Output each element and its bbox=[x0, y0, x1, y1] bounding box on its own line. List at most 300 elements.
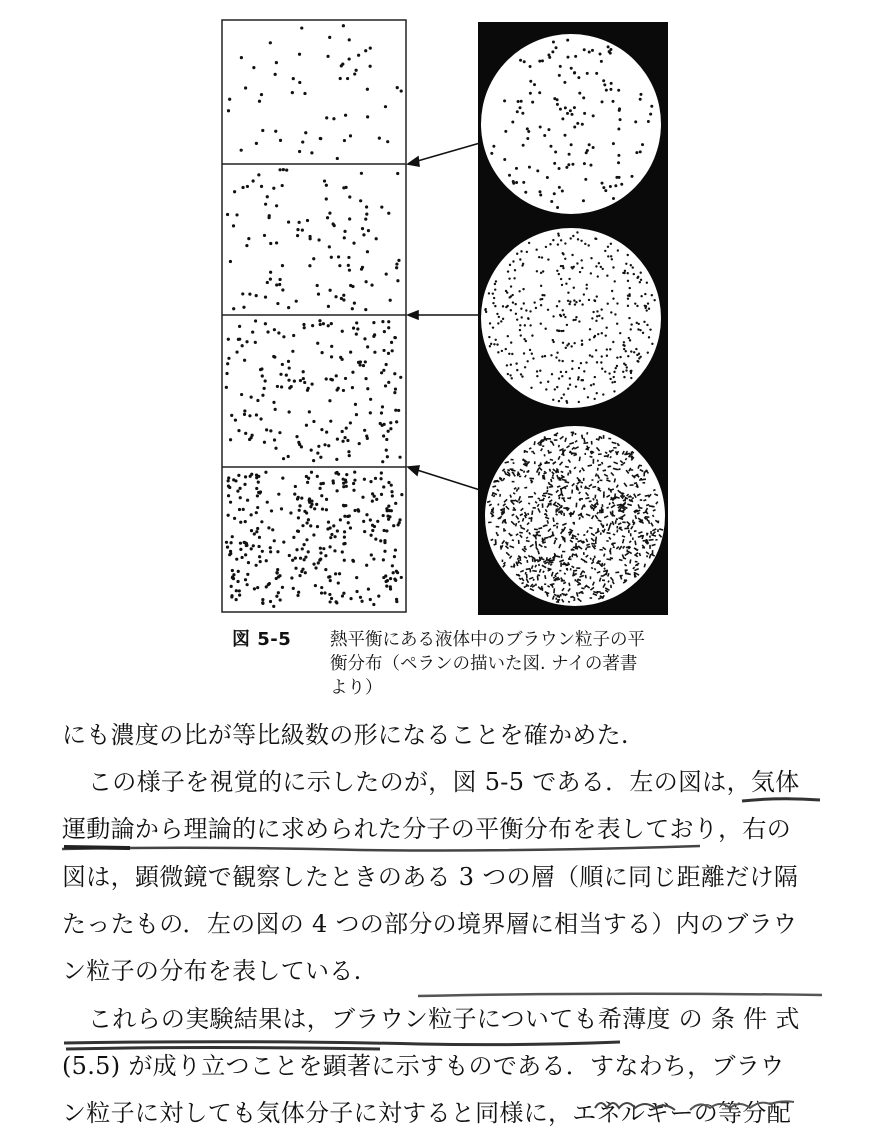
observed-particle bbox=[512, 182, 515, 185]
particle-dot bbox=[370, 534, 373, 537]
observed-particle bbox=[590, 272, 592, 274]
particle-dot bbox=[301, 524, 304, 527]
particle-dot bbox=[343, 436, 346, 439]
observed-particle bbox=[605, 334, 607, 336]
particle-dot bbox=[341, 330, 344, 333]
particle-dot bbox=[342, 478, 345, 481]
particle-dot bbox=[287, 306, 290, 309]
observed-particle bbox=[501, 350, 503, 352]
particle-dot bbox=[358, 442, 361, 445]
particle-dot bbox=[281, 477, 284, 480]
particle-dot bbox=[316, 475, 319, 478]
particle-dot bbox=[363, 337, 366, 340]
observed-particle bbox=[596, 537, 597, 541]
observed-particle bbox=[520, 100, 523, 103]
particle-dot bbox=[279, 598, 282, 601]
figure-label: 図 5-5 bbox=[232, 628, 291, 652]
observed-particle bbox=[497, 535, 499, 536]
observed-particle bbox=[623, 500, 626, 501]
particle-dot bbox=[373, 351, 376, 354]
particle-dot bbox=[379, 539, 382, 542]
observed-particle bbox=[616, 519, 618, 520]
observed-particle bbox=[627, 280, 629, 282]
particle-dot bbox=[386, 455, 389, 458]
particle-dot bbox=[335, 374, 338, 377]
observed-particle bbox=[601, 368, 603, 370]
observed-particle bbox=[605, 452, 607, 453]
particle-dot bbox=[296, 228, 299, 231]
observed-particle bbox=[583, 443, 588, 444]
observed-particle bbox=[544, 546, 546, 547]
observed-particle bbox=[492, 302, 494, 304]
observed-particle bbox=[543, 134, 546, 137]
arrow-3 bbox=[414, 469, 480, 490]
observed-particle bbox=[659, 529, 663, 530]
observed-particle bbox=[529, 324, 531, 326]
particle-dot bbox=[389, 427, 392, 430]
observed-particle bbox=[555, 575, 556, 577]
particle-dot bbox=[363, 429, 366, 432]
observed-particle bbox=[635, 151, 638, 154]
particle-dot bbox=[225, 386, 228, 389]
particle-dot bbox=[235, 558, 238, 561]
particle-dot bbox=[379, 477, 382, 480]
observed-particle bbox=[496, 343, 498, 345]
observed-particle bbox=[614, 313, 616, 315]
observed-particle bbox=[562, 267, 564, 269]
observed-particle bbox=[638, 353, 640, 355]
observed-particle bbox=[587, 244, 589, 246]
particle-dot bbox=[328, 36, 331, 39]
particle-dot bbox=[241, 186, 244, 189]
particle-dot bbox=[269, 271, 272, 274]
observed-particle bbox=[562, 479, 567, 480]
observed-particle bbox=[575, 316, 577, 318]
particle-dot bbox=[230, 541, 233, 544]
particle-dot bbox=[341, 358, 344, 361]
particle-dot bbox=[355, 576, 358, 579]
observed-particle bbox=[558, 512, 561, 513]
particle-dot bbox=[302, 543, 305, 546]
particle-dot bbox=[227, 338, 230, 341]
particle-dot bbox=[229, 501, 232, 504]
particle-dot bbox=[387, 481, 390, 484]
particle-dot bbox=[380, 205, 383, 208]
observed-particle bbox=[524, 324, 526, 326]
observed-particle bbox=[516, 318, 518, 320]
particle-dot bbox=[278, 168, 281, 171]
particle-dot bbox=[266, 281, 269, 284]
observed-particle bbox=[495, 339, 497, 341]
observed-particle bbox=[647, 302, 649, 304]
particle-dot bbox=[304, 555, 307, 558]
observed-particle bbox=[536, 584, 537, 586]
observed-particle bbox=[561, 284, 563, 286]
particle-dot bbox=[269, 546, 272, 549]
observed-particle bbox=[508, 277, 510, 279]
particle-dot bbox=[359, 360, 362, 363]
particle-dot bbox=[242, 306, 245, 309]
arrowhead-icon bbox=[408, 311, 418, 319]
particle-dot bbox=[387, 212, 390, 215]
observed-particle bbox=[603, 570, 608, 571]
observed-particle bbox=[650, 105, 653, 108]
particle-dot bbox=[238, 487, 241, 490]
particle-dot bbox=[311, 383, 314, 386]
particle-dot bbox=[232, 307, 235, 310]
particle-dot bbox=[293, 380, 296, 383]
observed-particle bbox=[576, 231, 578, 233]
observed-particle bbox=[564, 316, 566, 318]
particle-dot bbox=[392, 524, 395, 527]
observed-particle bbox=[547, 309, 549, 311]
observed-particle bbox=[615, 176, 618, 179]
observed-particle bbox=[596, 295, 598, 297]
particle-dot bbox=[263, 441, 266, 444]
particle-dot bbox=[325, 377, 328, 380]
observed-particle bbox=[619, 332, 621, 334]
observed-particle bbox=[493, 343, 495, 345]
observed-particle bbox=[625, 263, 627, 265]
particle-dot bbox=[325, 197, 328, 200]
observed-particle bbox=[552, 341, 554, 343]
particle-dot bbox=[353, 302, 356, 305]
particle-dot bbox=[256, 399, 259, 402]
observed-particle bbox=[571, 113, 574, 116]
observed-particle bbox=[606, 533, 610, 534]
observed-particle bbox=[522, 460, 525, 461]
observed-particle bbox=[600, 361, 602, 363]
observed-particle bbox=[538, 498, 540, 499]
observed-particle bbox=[537, 576, 538, 581]
particle-dot bbox=[236, 580, 239, 583]
particle-dot bbox=[372, 603, 375, 606]
particle-dot bbox=[385, 438, 388, 441]
observed-particle bbox=[590, 558, 591, 560]
particle-dot bbox=[392, 571, 395, 574]
particle-dot bbox=[345, 473, 348, 476]
observed-particle bbox=[583, 162, 586, 165]
particle-dot bbox=[238, 594, 241, 597]
observed-particle bbox=[602, 268, 604, 270]
observed-particle bbox=[545, 246, 547, 248]
particle-dot bbox=[391, 349, 394, 352]
observed-particle bbox=[490, 152, 493, 155]
observed-particle bbox=[544, 537, 548, 538]
particle-dot bbox=[256, 586, 259, 589]
observed-particle bbox=[563, 393, 565, 395]
particle-dot bbox=[387, 326, 390, 329]
particle-dot bbox=[308, 497, 311, 500]
observed-particle bbox=[520, 525, 521, 527]
observed-particle bbox=[634, 120, 637, 123]
observed-particle bbox=[525, 340, 527, 342]
particle-dot bbox=[277, 331, 280, 334]
observed-particle bbox=[625, 570, 626, 575]
paragraph-line: たったもの．左の図の 4 つの部分の境界層に相当する）内のブラウ bbox=[62, 909, 797, 939]
observed-particle bbox=[504, 130, 507, 133]
particle-dot bbox=[232, 478, 235, 481]
particle-dot bbox=[322, 547, 325, 550]
particle-dot bbox=[366, 437, 369, 440]
observed-particle bbox=[535, 307, 537, 309]
particle-dot bbox=[343, 236, 346, 239]
paragraph-line: この様子を視覚的に示したのが，図 5-5 である．左の図は，気体 bbox=[88, 767, 800, 797]
particle-dot bbox=[280, 507, 283, 510]
particle-dot bbox=[310, 448, 313, 451]
particle-dot bbox=[366, 250, 369, 253]
observed-particle bbox=[627, 272, 629, 274]
particle-dot bbox=[301, 140, 304, 143]
particle-dot bbox=[264, 203, 267, 206]
particle-dot bbox=[272, 187, 275, 190]
observed-particle bbox=[565, 166, 568, 169]
particle-dot bbox=[233, 517, 236, 520]
observed-particle bbox=[598, 315, 600, 317]
particle-dot bbox=[321, 507, 324, 510]
paragraph-line: ン粒子に対しても気体分子に対すると同様に，エネルギーの等分配 bbox=[62, 1098, 791, 1128]
particle-dot bbox=[328, 575, 331, 578]
particle-dot bbox=[255, 413, 258, 416]
particle-dot bbox=[230, 595, 233, 598]
observed-particle bbox=[560, 371, 562, 373]
observed-particle bbox=[604, 189, 607, 192]
observed-particle bbox=[648, 336, 650, 338]
observed-particle bbox=[538, 528, 542, 529]
observed-particle bbox=[653, 510, 656, 511]
observed-particle bbox=[586, 548, 587, 550]
particle-dot bbox=[240, 556, 243, 559]
particle-dot bbox=[384, 105, 387, 108]
particle-dot bbox=[250, 513, 253, 516]
observed-particle bbox=[558, 273, 560, 275]
particle-dot bbox=[363, 530, 366, 533]
particle-dot bbox=[252, 66, 255, 69]
particle-dot bbox=[291, 559, 294, 562]
observed-particle bbox=[559, 65, 562, 68]
paragraph-line: 運動論から理論的に求められた分子の平衡分布を表しており，右の bbox=[62, 814, 791, 844]
observed-particle bbox=[515, 167, 518, 170]
observed-particle bbox=[582, 379, 584, 381]
observed-particle bbox=[603, 470, 606, 471]
particle-dot bbox=[238, 325, 241, 328]
observed-particle bbox=[609, 185, 612, 188]
particle-dot bbox=[227, 479, 230, 482]
particle-dot bbox=[330, 345, 333, 348]
paragraph-line: ン粒子の分布を表している. bbox=[62, 956, 362, 986]
observed-particle bbox=[644, 564, 645, 568]
paragraph-line: にも濃度の比が等比級数の形になることを確かめた. bbox=[62, 720, 629, 750]
observed-particle bbox=[506, 305, 508, 307]
particle-dot bbox=[341, 440, 344, 443]
observed-particle bbox=[503, 158, 506, 161]
observed-particle bbox=[581, 123, 584, 126]
particle-dot bbox=[383, 550, 386, 553]
observed-particle bbox=[580, 259, 582, 261]
particle-dot bbox=[251, 434, 254, 437]
particle-dot bbox=[365, 280, 368, 283]
particle-dot bbox=[261, 374, 264, 377]
observed-particle bbox=[543, 493, 548, 494]
observed-particle bbox=[577, 592, 578, 596]
particle-dot bbox=[229, 260, 232, 263]
observed-particle bbox=[539, 472, 540, 476]
particle-dot bbox=[295, 300, 298, 303]
observed-particle bbox=[561, 581, 565, 582]
observed-particle bbox=[528, 513, 529, 515]
observed-particle bbox=[583, 535, 585, 536]
observed-particle bbox=[606, 275, 608, 277]
observed-particle bbox=[566, 112, 569, 115]
particle-dot bbox=[337, 581, 340, 584]
observed-particle bbox=[632, 498, 634, 499]
particle-dot bbox=[381, 320, 384, 323]
particle-dot bbox=[229, 438, 232, 441]
particle-dot bbox=[326, 55, 329, 58]
observed-particle bbox=[597, 561, 600, 562]
particle-dot bbox=[320, 428, 323, 431]
particle-dot bbox=[389, 299, 392, 302]
particle-dot bbox=[230, 585, 233, 588]
particle-dot bbox=[342, 186, 345, 189]
particle-dot bbox=[365, 212, 368, 215]
observed-particle bbox=[616, 302, 618, 304]
particle-dot bbox=[366, 345, 369, 348]
observed-particle bbox=[556, 351, 558, 353]
particle-dot bbox=[317, 238, 320, 241]
particle-dot bbox=[380, 493, 383, 496]
observed-particle bbox=[609, 378, 611, 380]
particle-dot bbox=[268, 582, 271, 585]
observed-particle bbox=[526, 251, 528, 253]
particle-dot bbox=[380, 371, 383, 374]
particle-dot bbox=[312, 420, 315, 423]
particle-dot bbox=[386, 509, 389, 512]
observed-particle bbox=[510, 341, 512, 343]
particle-dot bbox=[243, 409, 246, 412]
observed-particle bbox=[647, 120, 650, 123]
particle-dot bbox=[338, 572, 341, 575]
particle-dot bbox=[307, 518, 310, 521]
particle-dot bbox=[248, 414, 251, 417]
particle-dot bbox=[235, 598, 238, 601]
observed-particle bbox=[542, 495, 546, 496]
particle-dot bbox=[400, 89, 403, 92]
observed-particle bbox=[649, 113, 652, 116]
observed-particle bbox=[492, 145, 495, 148]
observed-particle bbox=[604, 370, 606, 372]
particle-dot bbox=[355, 590, 358, 593]
observed-particle bbox=[610, 243, 612, 245]
observed-particle bbox=[593, 336, 595, 338]
particle-dot bbox=[341, 550, 344, 553]
particle-dot bbox=[237, 429, 240, 432]
particle-dot bbox=[361, 266, 364, 269]
observed-particle bbox=[573, 342, 575, 344]
particle-dot bbox=[364, 218, 367, 221]
observed-particle bbox=[639, 508, 642, 509]
observed-particle bbox=[629, 287, 631, 289]
observed-particle bbox=[515, 362, 517, 364]
observed-particle bbox=[569, 583, 570, 586]
particle-dot bbox=[238, 338, 241, 341]
observed-particle bbox=[613, 390, 615, 392]
particle-dot bbox=[247, 237, 250, 240]
observed-particle bbox=[547, 520, 548, 523]
observed-particle bbox=[558, 167, 561, 170]
observed-particle bbox=[561, 117, 564, 120]
observed-particle bbox=[623, 376, 625, 378]
observed-particle bbox=[568, 278, 570, 280]
particle-dot bbox=[346, 77, 349, 80]
particle-dot bbox=[278, 278, 281, 281]
particle-dot bbox=[384, 384, 387, 387]
observed-particle bbox=[606, 355, 608, 357]
observed-particle bbox=[569, 109, 572, 112]
observed-particle bbox=[513, 493, 515, 494]
particle-dot bbox=[344, 114, 347, 117]
particle-dot bbox=[232, 573, 235, 576]
particle-dot bbox=[395, 262, 398, 265]
observed-particle bbox=[634, 483, 637, 484]
particle-dot bbox=[337, 255, 340, 258]
particle-dot bbox=[277, 493, 280, 496]
observed-particle bbox=[623, 341, 625, 343]
particle-dot bbox=[258, 555, 261, 558]
observed-particle bbox=[556, 206, 559, 209]
observed-particle bbox=[532, 510, 533, 514]
observed-particle bbox=[607, 255, 609, 257]
particle-dot bbox=[258, 536, 261, 539]
observed-particle bbox=[583, 370, 585, 372]
observed-particle bbox=[560, 397, 562, 399]
particle-dot bbox=[233, 190, 236, 193]
observed-particle bbox=[538, 60, 541, 63]
particle-dot bbox=[287, 360, 290, 363]
particle-dot bbox=[330, 355, 333, 358]
observed-particle bbox=[639, 356, 641, 358]
particle-dot bbox=[352, 489, 355, 492]
particle-dot bbox=[342, 294, 345, 297]
observed-particle bbox=[519, 258, 521, 260]
particle-dot bbox=[290, 385, 293, 388]
observed-particle bbox=[548, 452, 551, 453]
observed-particle bbox=[584, 178, 587, 181]
particle-dot bbox=[274, 408, 277, 411]
particle-dot bbox=[296, 497, 299, 500]
observed-particle bbox=[541, 355, 543, 357]
observed-particle bbox=[533, 301, 535, 303]
observed-particle bbox=[568, 473, 569, 476]
particle-dot bbox=[266, 330, 269, 333]
observed-particle bbox=[547, 128, 550, 131]
observed-particle bbox=[601, 332, 603, 334]
particle-dot bbox=[226, 362, 229, 365]
observed-particle bbox=[637, 328, 639, 330]
observed-particle bbox=[593, 498, 594, 500]
observed-particle bbox=[596, 315, 598, 317]
observed-particle bbox=[523, 352, 525, 354]
observed-particle bbox=[506, 364, 508, 366]
particle-dot bbox=[328, 399, 331, 402]
observed-particle bbox=[617, 249, 619, 251]
observed-particle bbox=[556, 103, 559, 106]
observed-particle bbox=[551, 479, 552, 482]
observed-particle bbox=[627, 573, 629, 574]
particle-dot bbox=[245, 244, 248, 247]
observed-particle bbox=[582, 199, 585, 202]
observed-particle bbox=[602, 186, 605, 189]
